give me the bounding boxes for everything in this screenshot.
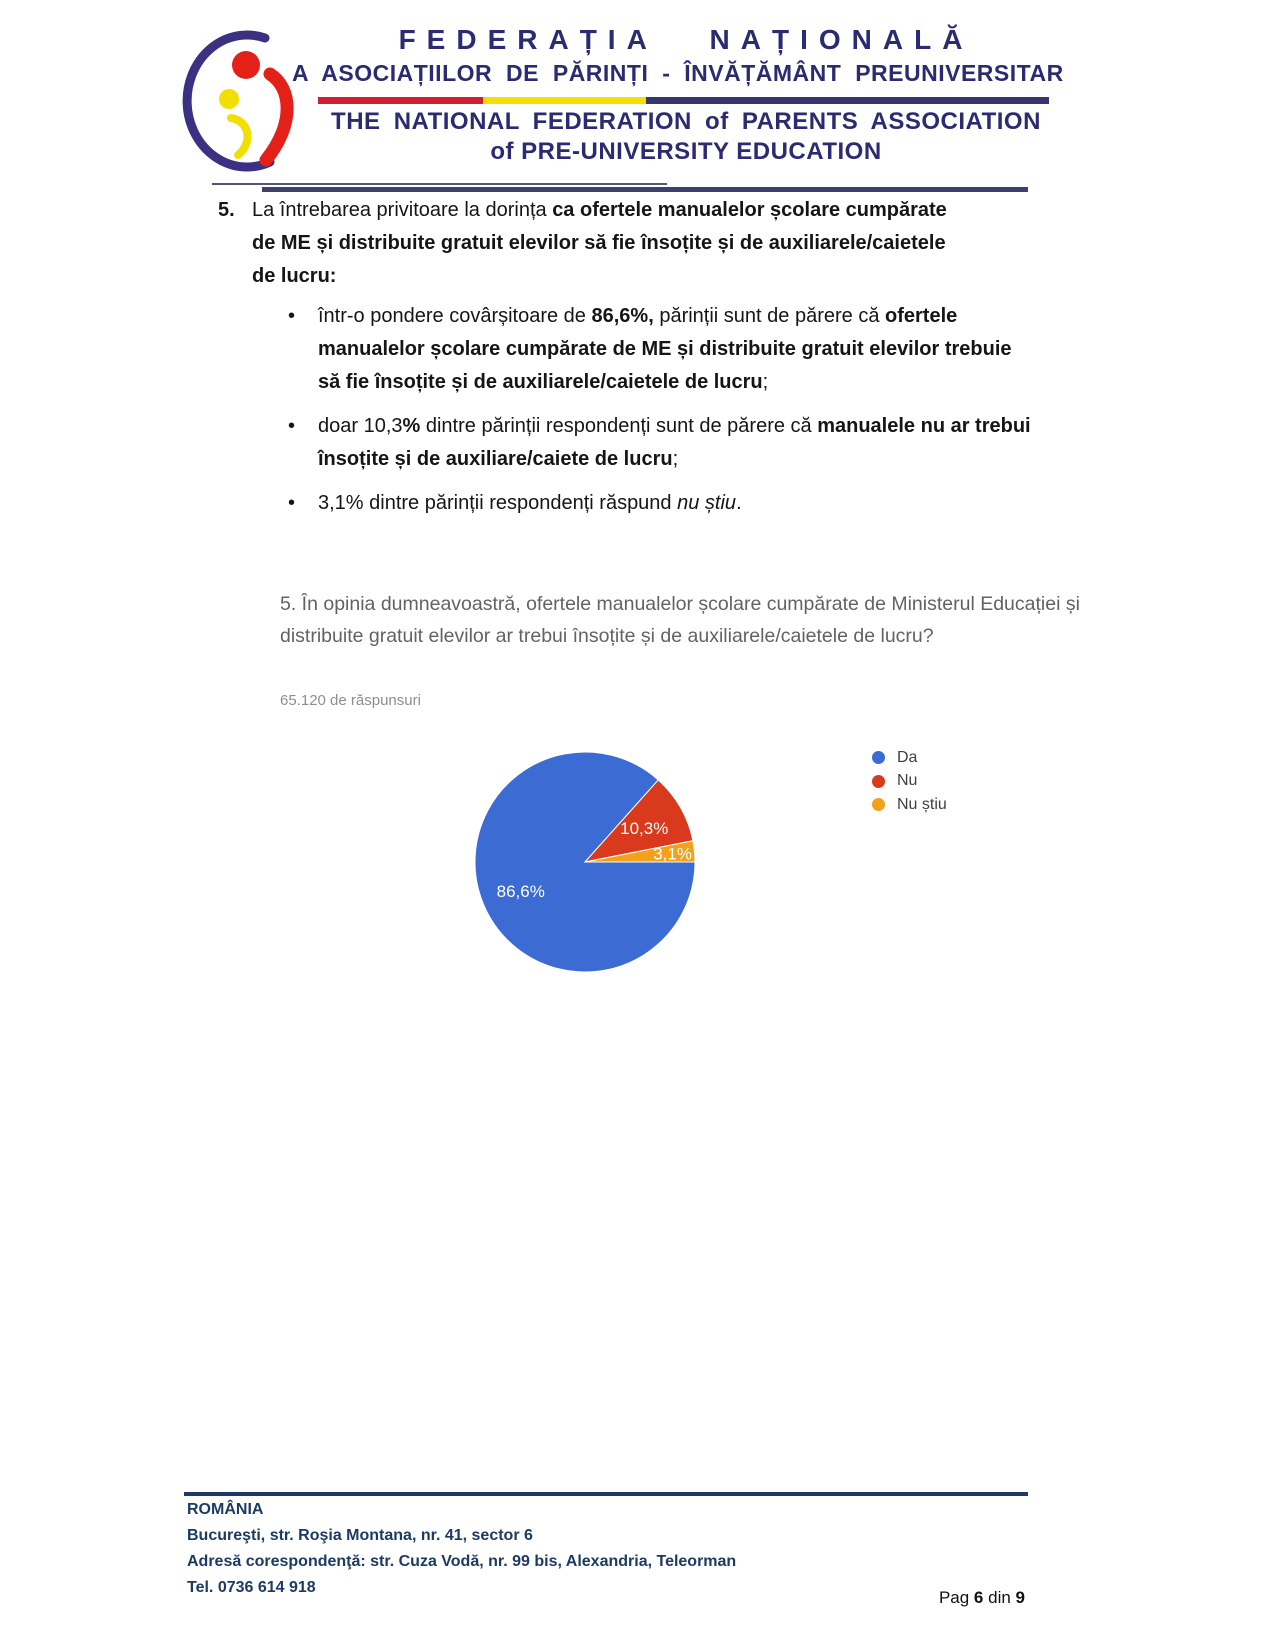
romanian-flag-divider xyxy=(318,97,1049,104)
bullet-text: doar 10,3% dintre părinții respondenți sunt de părere că manualele nu ar trebui însoțite și de auxiliare/caiete de lucru; xyxy=(318,415,1031,470)
header-rule-thin xyxy=(212,183,667,185)
item-number: 5. xyxy=(218,199,235,221)
chart-legend xyxy=(872,746,947,817)
legend-label: Nu știu xyxy=(897,795,947,813)
legend-swatch-nu xyxy=(872,775,885,788)
pie-percent-label: 3,1% xyxy=(653,844,692,864)
legend-item-nu-stiu xyxy=(872,793,947,817)
bullet-text: 3,1% dintre părinții respondenți răspund nu știu. xyxy=(318,492,742,514)
federation-logo-icon xyxy=(170,22,302,174)
footer-rule xyxy=(184,1492,1028,1496)
chart-responses-count: 65.120 de răspunsuri xyxy=(280,692,421,709)
footer-country: ROMÂNIA xyxy=(187,1501,264,1518)
chart-question-line2: distribuite gratuit elevilor ar trebui însoțite și de auxiliarele/caietele de lucru? xyxy=(280,625,934,647)
flag-blue-segment xyxy=(646,97,1049,104)
legend-swatch-da xyxy=(872,751,885,764)
footer-address-line1: Bucureşti, str. Roşia Montana, nr. 41, sector 6 xyxy=(187,1527,533,1544)
org-name-en-line2: of PRE-UNIVERSITY EDUCATION xyxy=(490,138,882,165)
bullet-dot: • xyxy=(288,415,296,437)
bullet-dot: • xyxy=(288,492,296,514)
legend-label: Nu xyxy=(897,772,918,790)
pie-percent-label: 10,3% xyxy=(620,819,669,839)
header-rule-thick xyxy=(262,187,1028,192)
pie-chart xyxy=(473,750,697,974)
footer-phone: Tel. 0736 614 918 xyxy=(187,1579,316,1596)
bullet-item-1 xyxy=(288,300,1038,399)
org-name-en-line1: THE NATIONAL FEDERATION of PARENTS ASSOCIATION xyxy=(331,108,1041,135)
flag-yellow-segment xyxy=(483,97,646,104)
numbered-paragraph-5 xyxy=(218,194,1048,293)
bullet-text: într-o pondere covârșitoare de 86,6%, părinții sunt de părere că ofertele manualelor școlare cumpărate de ME și distribuite gratuit elevilor trebuie să fie însoțite și de auxiliarele/caietele de lucru; xyxy=(318,305,1012,393)
legend-item-da xyxy=(872,746,947,770)
bullet-list xyxy=(288,300,1038,531)
org-name-ro-line2: A ASOCIAȚIILOR DE PĂRINȚI - ÎNVĂȚĂMÂNT PREUNIVERSITAR xyxy=(292,60,1064,86)
flag-red-segment xyxy=(318,97,483,104)
legend-swatch-nu-stiu xyxy=(872,798,885,811)
bullet-item-2 xyxy=(288,410,1038,476)
legend-item-nu xyxy=(872,770,947,794)
org-name-ro-line1: FEDERAȚIA NAȚIONALĂ xyxy=(398,24,974,55)
footer-address-line2: Adresă corespondenţă: str. Cuza Vodă, nr. 99 bis, Alexandria, Teleorman xyxy=(187,1553,737,1570)
legend-label: Da xyxy=(897,748,918,766)
pie-percent-label: 86,6% xyxy=(496,881,545,901)
item-text: La întrebarea privitoare la dorința ca ofertele manualelor școlare cumpărate de ME și distribuite gratuit elevilor să fie însoțite și de auxiliarele/caietele de lucru: xyxy=(252,199,947,287)
bullet-item-3 xyxy=(288,487,1038,520)
chart-question-line1: 5. În opinia dumneavoastră, ofertele manualelor școlare cumpărate de Ministerul Educației și xyxy=(280,593,1080,615)
page-number: Pag 6 din 9 xyxy=(938,1588,1025,1607)
bullet-dot: • xyxy=(288,305,296,327)
